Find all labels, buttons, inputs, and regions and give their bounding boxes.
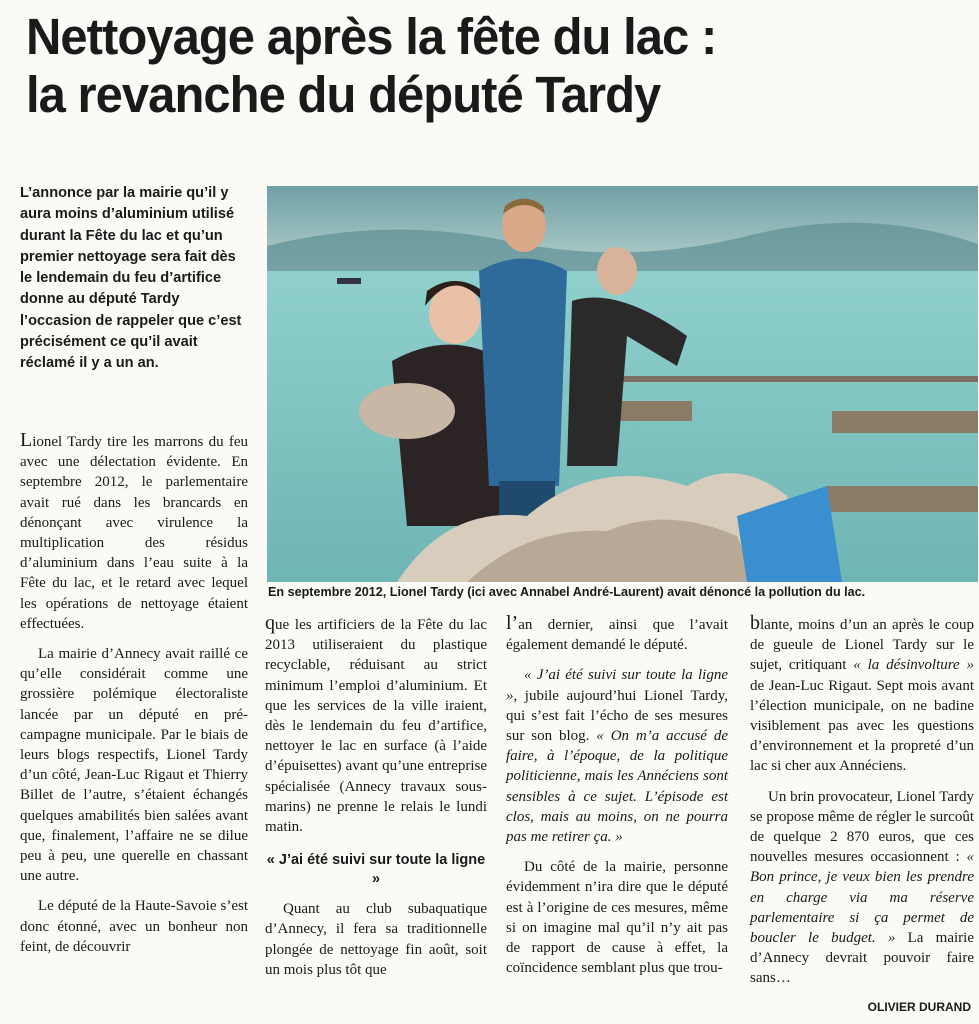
- paragraph: Lionel Tardy tire les marrons du feu avec une délectation évidente. En septembre 2012, le parlementaire avait rué dans les brancards en dénonçant avec virulence la multiplication des résidus d’aluminium dans l’eau suite à la Fête du lac, et le retard avec lequel les opérations de nettoyage étaient effectuées.: [20, 429, 248, 632]
- text: blante, moins d’un an après le coup de gueule de Lionel Tardy sur le sujet, critiquant: [750, 612, 974, 674]
- subheading: « J’ai été suivi sur toute la ligne »: [266, 852, 486, 888]
- column-3: [506, 613, 728, 988]
- paragraph: que les artificiers de la Fête du lac 2013 utiliseraient du plastique recyclable, réduisant au strict minimum l’emploi d’aluminium. Et que les services de la ville iraient, dès le lendemain du feu d’artifice, nettoyer le lac en surface (à l’aide d’épuisettes) avant qu’une entreprise spécialisée (Annecy travaux sous-marins) ne prenne le relais le lundi matin.: [265, 612, 487, 836]
- column-2: [265, 613, 487, 990]
- paragraph: Du côté de la mairie, personne évidemment n’ira dire que le député est à l’origine de ces mesures, même si on imagine mal qu’il n’y ait pas de rapport de cause à effet, la coïncidence semblant plus que trou-: [506, 859, 728, 977]
- text: La mairie d’Annecy devrait pouvoir faire sans…: [750, 930, 974, 987]
- column-4: [750, 613, 974, 999]
- photo-caption: En septembre 2012, Lionel Tardy (ici avec Annabel André-Laurent) avait dénoncé la pollution du lac.: [268, 585, 866, 599]
- byline: OLIVIER DURAND: [867, 1000, 971, 1014]
- paragraph: Quant au club subaquatique d’Annecy, il fera sa traditionnelle plongée de nettoyage fin août, soit un mois plus tôt que: [265, 901, 487, 978]
- lede-paragraph: L’annonce par la mairie qu’il y aura moins d’aluminium utilisé durant la Fête du lac et qu’un premier nettoyage sera fait dès le lendemain du feu d’artifice donne au député Tardy l’occasion de rappeler que c’est précisément ce qu’il avait réclamé il y a un an.: [20, 185, 242, 372]
- paragraph: l’an dernier, ainsi que l’avait également demandé le député.: [506, 612, 728, 654]
- quote: « On m’a accusé de faire, à l’époque, de la politique politicienne, mais les Annéciens sont sensibles à ce sujet. L’épisode est clos, mais au moins, on ne pourra pas me retirer ça. »: [506, 728, 729, 846]
- column-1: [20, 430, 248, 967]
- quote: « J’ai été suivi sur toute la ligne »: [506, 667, 728, 704]
- paragraph: [506, 665, 728, 847]
- headline-line-2: la revanche du député Tardy: [26, 66, 661, 123]
- headline-line-1: Nettoyage après la fête du lac :: [26, 8, 717, 65]
- text: , jubile aujourd’hui Lionel Tardy, qui s’est fait l’écho de ses mesures sur son blog.: [506, 687, 728, 745]
- headline: [26, 8, 938, 124]
- paragraph: [750, 787, 974, 989]
- text: de Jean-Luc Rigaut. Sept mois avant l’élection municipale, on ne badine visiblement pas avec les questions d’environnement et la propreté d’un lac si cher aux Annéciens.: [750, 677, 974, 775]
- paragraph: [750, 613, 974, 777]
- text: Un brin provocateur, Lionel Tardy se propose même de régler le surcoût de quelque 2 870 euros, que ces nouvelles mesures occasionnent :: [750, 788, 974, 866]
- quote: « Bon prince, je veux bien les prendre en charge via ma réserve parlementaire si ça permet de boucler le budget. »: [750, 849, 974, 947]
- quote: « la désinvolture »: [853, 657, 975, 674]
- paragraph: Le député de la Haute-Savoie s’est donc étonné, avec un bonheur non feint, de découvrir: [20, 898, 248, 955]
- paragraph: La mairie d’Annecy avait raillé ce qu’elle considérait comme une grossière polémique électoraliste lancée par un député en pré-campagne municipale. Par le biais de leurs blogs respectifs, Lionel Tardy d’un côté, Jean-Luc Rigaut et Thierry Billet de l’autre, s’étaient échangés quelques amabilités bien salées avant que, finalement, l’affaire ne se dilue peu à peu, une querelle en chassant une autre.: [20, 646, 248, 885]
- article-photo: [267, 186, 978, 582]
